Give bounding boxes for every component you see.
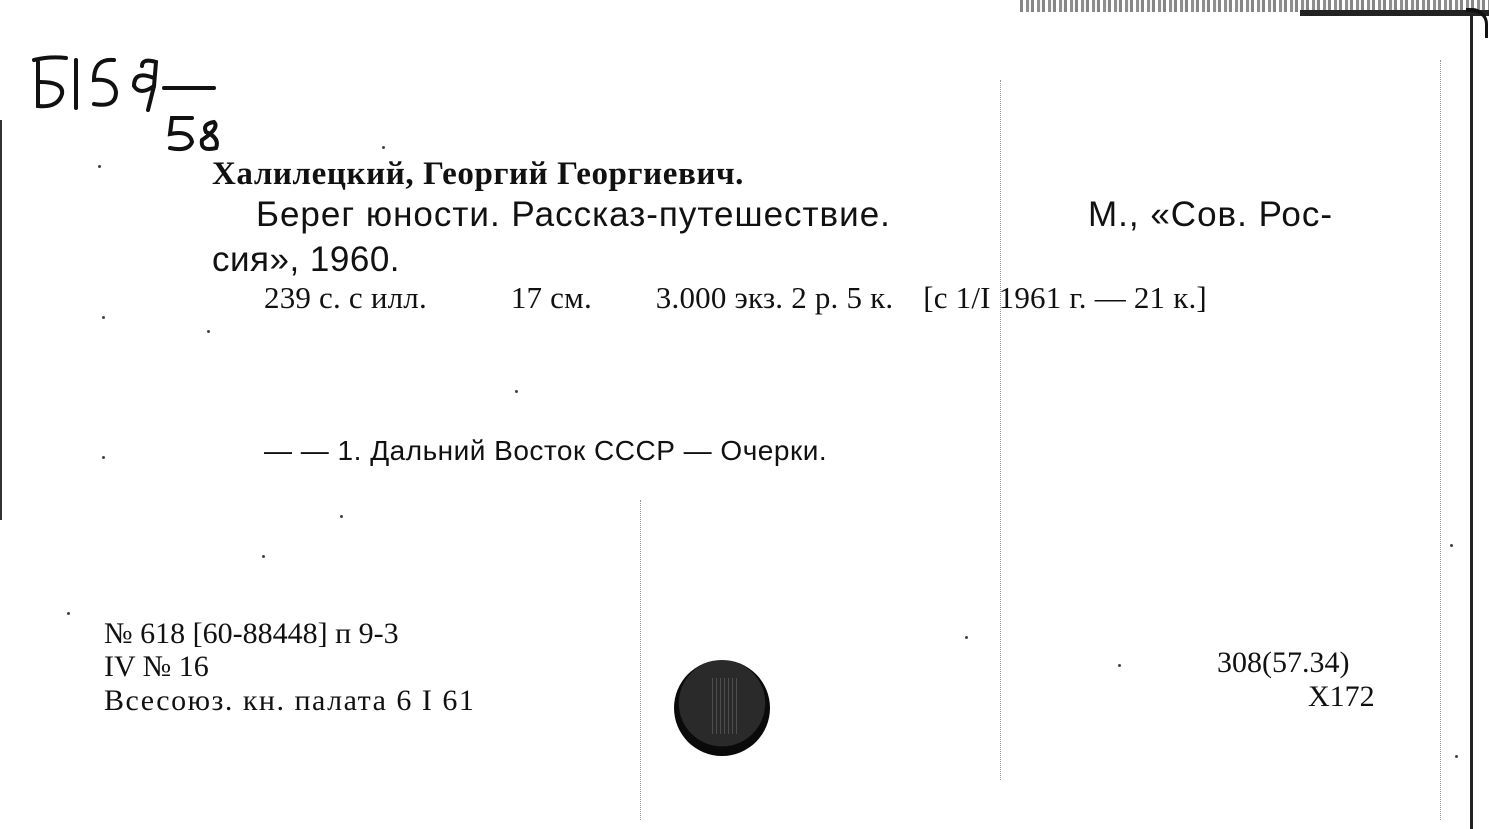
classification-code: 308(57.34) [1217, 646, 1350, 679]
scan-speck [515, 390, 518, 393]
scan-speck [1450, 544, 1453, 547]
scan-edge-right [1470, 14, 1489, 829]
scan-noise-line [1440, 60, 1442, 820]
scan-edge-left [0, 120, 2, 520]
subject-heading: — — 1. Дальний Восток СССР — Очерки. [264, 435, 828, 466]
scan-speck [382, 146, 385, 149]
scan-speck [340, 515, 343, 518]
publisher-line: М., «Сов. Рос- [1088, 195, 1334, 234]
price-note: [с 1/I 1961 г. — 21 к.] [923, 280, 1207, 315]
author-heading: Халилецкий, Георгий Георгиевич. [212, 156, 745, 192]
pagination: 239 с. с илл. [264, 280, 427, 315]
scan-speck [965, 636, 968, 639]
scan-speck [262, 555, 265, 558]
handwritten-shelf-mark [30, 48, 240, 158]
print-run-price: 3.000 экз. 2 р. 5 к. [655, 280, 894, 315]
scan-speck [207, 330, 210, 333]
scan-speck [1118, 664, 1121, 667]
scan-noise-line [640, 500, 642, 820]
series-line: IV № 16 [104, 650, 209, 683]
scan-speck [98, 165, 101, 168]
title-line: Берег юности. Рассказ-путешествие. [256, 195, 891, 234]
dimensions: 17 см. [510, 280, 592, 315]
shelf-mark-drawing [30, 48, 240, 158]
chamber-line: Всесоюз. кн. палата 6 I 61 [104, 684, 476, 717]
scan-speck [102, 456, 105, 459]
author-mark: Х172 [1308, 680, 1375, 713]
punch-hole [674, 660, 770, 756]
card-number-line: № 618 [60-88448] п 9-3 [104, 617, 399, 650]
publisher-continuation: сия», 1960. [212, 240, 401, 279]
scan-noise-line [1000, 80, 1002, 780]
scan-edge-top-dark [1300, 10, 1489, 16]
scan-speck [1455, 755, 1458, 758]
collation-line [264, 280, 1207, 316]
scan-speck [67, 612, 70, 615]
scan-speck [102, 316, 105, 319]
